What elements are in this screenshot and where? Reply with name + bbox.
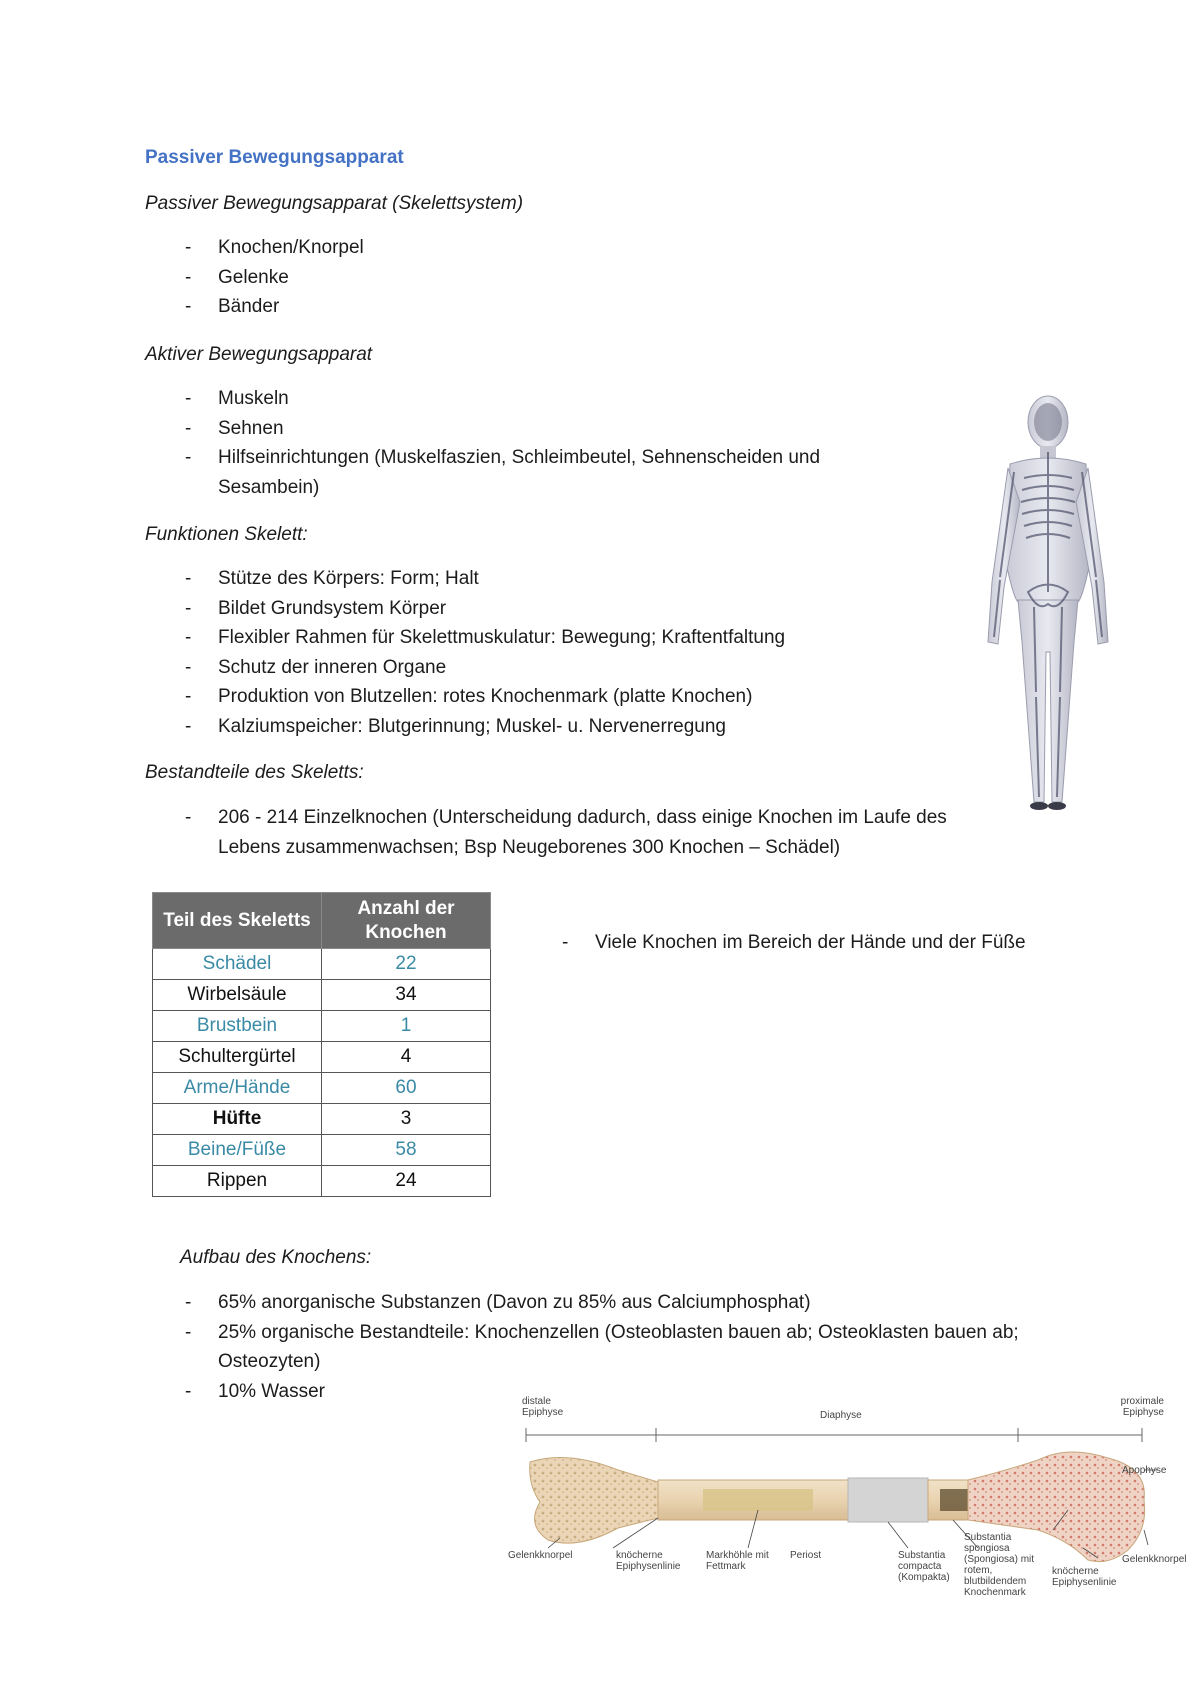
list-item: - Schutz der inneren Organe (145, 653, 945, 683)
table-row (153, 980, 491, 1011)
passive-list (145, 233, 945, 322)
table-cell-count: 24 (322, 1166, 491, 1197)
bone-diagram (508, 1390, 1187, 1600)
label-epiphysenlinie-left: knöcherne Epiphysenlinie (616, 1550, 681, 1572)
list-item: - Bildet Grundsystem Körper (145, 594, 945, 624)
list-item: - Flexibler Rahmen für Skelettmuskulatur: Bewegung; Kraftentfaltung (145, 623, 945, 653)
table-cell-count: 4 (322, 1042, 491, 1073)
table-header-part: Teil des Skeletts (153, 893, 322, 949)
table-row (153, 1042, 491, 1073)
table-row (153, 1104, 491, 1135)
list-item: - Viele Knochen im Bereich der Hände und der Füße (522, 928, 1142, 958)
table-cell-part: Rippen (153, 1166, 322, 1197)
table-row (153, 1011, 491, 1042)
list-item: - Stütze des Körpers: Form; Halt (145, 564, 945, 594)
list-item: - 10% Wasser (145, 1377, 1085, 1407)
table-cell-part: Wirbelsäule (153, 980, 322, 1011)
table-cell-part: Beine/Füße (153, 1135, 322, 1166)
table-cell-count: 34 (322, 980, 491, 1011)
side-note-list (522, 928, 1142, 958)
table-cell-count: 58 (322, 1135, 491, 1166)
functions-heading: Funktionen Skelett: (145, 524, 308, 545)
components-list (145, 803, 980, 862)
table-cell-part: Schädel (153, 949, 322, 980)
label-compacta: Substantia compacta (Kompakta) (898, 1550, 950, 1583)
table-cell-part: Arme/Hände (153, 1073, 322, 1104)
table-header-count: Anzahl der Knochen (322, 893, 491, 949)
table-cell-part: Schultergürtel (153, 1042, 322, 1073)
skeleton-image (978, 392, 1118, 822)
label-apophyse: Apophyse (1122, 1465, 1167, 1476)
table-cell-count: 1 (322, 1011, 491, 1042)
components-heading: Bestandteile des Skeletts: (145, 762, 364, 783)
table-row (153, 949, 491, 980)
table-cell-count: 60 (322, 1073, 491, 1104)
table-row (153, 1166, 491, 1197)
structure-heading: Aufbau des Knochens: (180, 1247, 372, 1268)
table-cell-part: Hüfte (153, 1104, 322, 1135)
label-proximal: proximale Epiphyse (1120, 1396, 1164, 1418)
label-epiphysenlinie-right: knöcherne Epiphysenlinie (1052, 1566, 1117, 1588)
list-item: - 65% anorganische Substanzen (Davon zu 85% aus Calciumphosphat) (145, 1288, 1085, 1318)
bones-table-container (152, 892, 491, 1197)
list-item: - Produktion von Blutzellen: rotes Knochenmark (platte Knochen) (145, 682, 945, 712)
list-item: - 25% organische Bestandteile: Knochenzellen (Osteoblasten bauen ab; Osteoklasten bauen ab; Osteozyten) (145, 1318, 1085, 1377)
table-cell-count: 22 (322, 949, 491, 980)
passive-heading: Passiver Bewegungsapparat (Skelettsystem) (145, 193, 524, 214)
bones-table (152, 892, 491, 1197)
label-gelenkknorpel-right: Gelenkknorpel (1122, 1554, 1187, 1565)
list-item: - Gelenke (145, 263, 945, 293)
label-distal: distale Epiphyse (522, 1396, 564, 1418)
page-title: Passiver Bewegungsapparat (145, 147, 404, 168)
active-list (145, 384, 890, 502)
list-item: - Muskeln (145, 384, 890, 414)
list-item: - Bänder (145, 292, 945, 322)
list-item: - Sehnen (145, 414, 890, 444)
list-item: - Hilfseinrichtungen (Muskelfaszien, Schleimbeutel, Sehnenscheiden und Sesambein) (145, 443, 890, 502)
label-spongiosa: Substantia spongiosa (Spongiosa) mit rotem, blutbildendem Knochenmark (964, 1532, 1035, 1598)
table-row (153, 1135, 491, 1166)
label-diaphyse: Diaphyse (820, 1410, 862, 1421)
list-item: - Kalziumspeicher: Blutgerinnung; Muskel- u. Nervenerregung (145, 712, 945, 742)
structure-list (145, 1288, 1085, 1406)
table-row (153, 1073, 491, 1104)
active-heading: Aktiver Bewegungsapparat (145, 344, 373, 365)
list-item: - 206 - 214 Einzelknochen (Unterscheidung dadurch, dass einige Knochen im Laufe des Lebens zusammenwachsen; Bsp Neugeborenes 300 Knochen – Schädel) (145, 803, 980, 862)
list-item: - Knochen/Knorpel (145, 233, 945, 263)
table-cell-count: 3 (322, 1104, 491, 1135)
table-cell-part: Brustbein (153, 1011, 322, 1042)
label-gelenkknorpel-left: Gelenkknorpel (508, 1550, 573, 1561)
label-markhoehle: Markhöhle mit Fettmark (706, 1550, 769, 1572)
label-periost: Periost (790, 1550, 822, 1561)
functions-list (145, 564, 945, 741)
